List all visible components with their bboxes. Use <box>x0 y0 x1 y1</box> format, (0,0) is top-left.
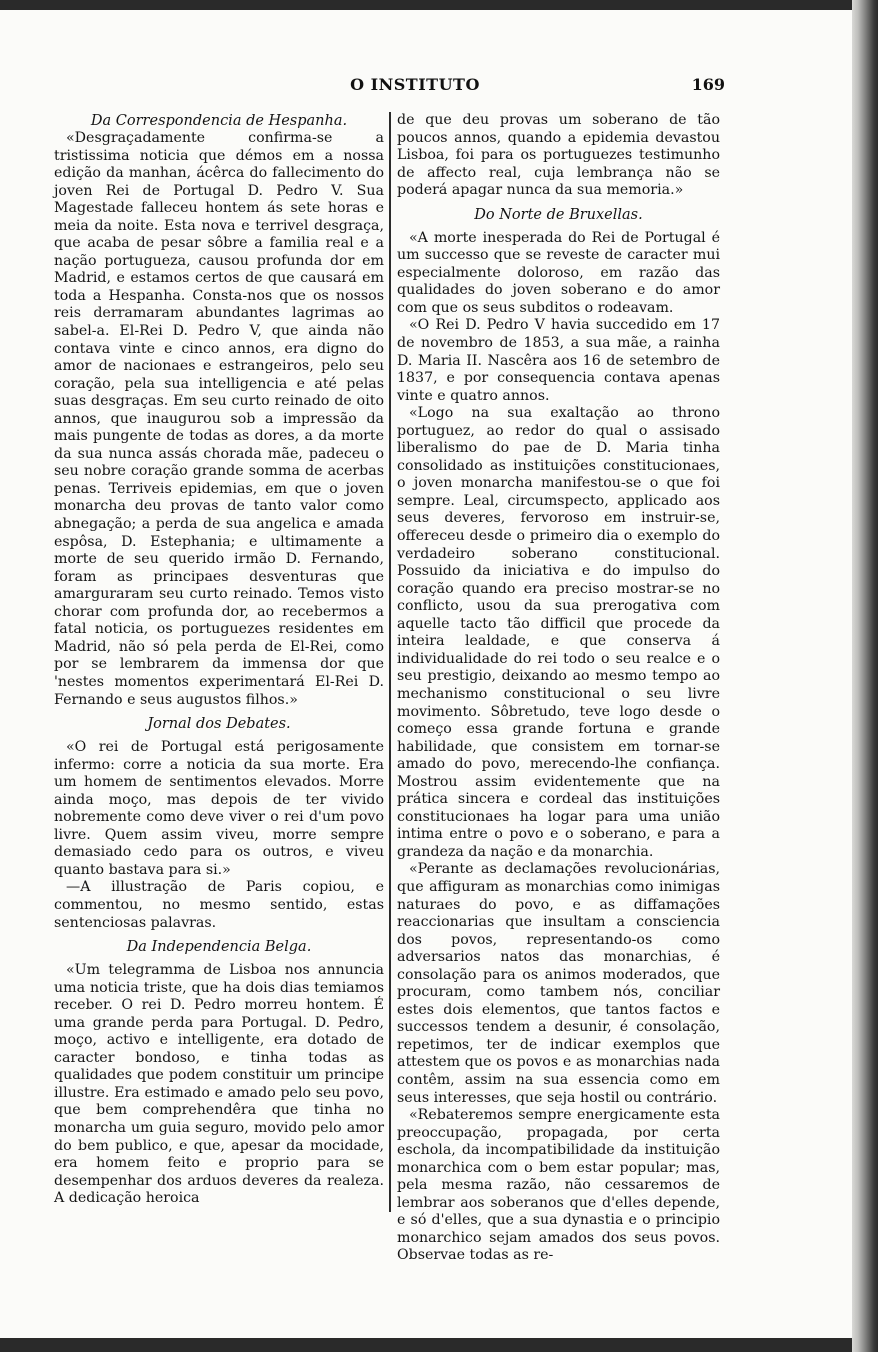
section-heading: Jornal dos Debates. <box>147 716 291 733</box>
paragraph-continuation: de que deu provas um soberano de tão poucos annos, quando a epidemia devastou Lisboa, foi para os portuguezes testimunho de affecto real, cuja lembrança não se poderá apagar nunca da sua memoria.» <box>397 112 720 199</box>
left-column <box>54 112 384 1208</box>
paragraph: «Rebateremos sempre energicamente esta preoccupação, propagada, por certa eschola, da incompatibilidade da instituição monarchica com o bem estar popular; mas, pela mesma razão, não cessaremos de lembrar aos soberanos que d'elles depende, e só d'elles, que a sua dynastia e o principio monarchico sejam amados dos seus povos. Observae todas as re- <box>397 1107 720 1264</box>
paragraph: «A morte inesperada do Rei de Portugal é um successo que se reveste de caracter mui especialmente doloroso, em razão das qualidades do joven soberano e do amor com que os seus subditos o rodeavam. <box>397 229 720 316</box>
running-header <box>105 75 725 99</box>
section-heading: Do Norte de Bruxellas. <box>474 206 643 223</box>
right-column <box>397 112 720 1265</box>
paragraph: «Desgraçadamente confirma-se a tristissima noticia que démos em a nossa edição da manhan, ácêrca do fallecimento do joven Rei de Portugal D. Pedro V. Sua Magestade falleceu hontem ás sete horas e meia da noite. Esta nova e terrivel desgraça, que acaba de pesar sôbre a familia real e a nação portugueza, causou profunda dor em Madrid, e estamos certos de que causará em toda a Hespanha. Consta-nos que os nossos reis derramaram abundantes lagrimas ao sabel-a. El-Rei D. Pedro V, que ainda não contava vinte e cinco annos, era digno do amor de nacionaes e estrangeiros, pelo seu coração, pela sua intelligencia e até pelas suas desgraças. Em seu curto reinado de oito annos, que inaugurou sob a impressão da mais pungente de todas as dores, a da morte da sua nunca assás chorada mãe, padeceu o seu nobre coração grande somma de acerbas penas. Terriveis epidemias, em que o joven monarcha deu provas de tanto valor como abnegação; a perda de sua angelica e amada espôsa, D. Estephania; e ultimamente a morte de seu querido irmão D. Fernando, foram as principaes desventuras que amarguraram seu curto reinado. Temos visto chorar com profunda dor, ao recebermos a fatal noticia, os portuguezes residentes em Madrid, não só pela perda de El-Rei, como por se lembrarem da immensa dor que 'nestes momentos experimentará El-Rei D. Fernando e seus augustos filhos.» <box>54 130 384 708</box>
paragraph: «Perante as declamações revolucionárias, que affiguram as monarchias como inimigas naturaes do povo, e as diffamações reaccionarias que insultam a consciencia dos povos, representando-os como adversarios natos das monarchias, é consolação para os animos moderados, que procuram, como tambem nós, conciliar estes dois elementos, que tantos factos e successos tendem a desunir, é consolação, repetimos, ter de indicar exemplos que attestem que os povos e as monarchias nada contêm, assim na sua essencia como em seus interesses, que seja hostil ou contrário. <box>397 861 720 1106</box>
paragraph: «O rei de Portugal está perigosamente infermo: corre a noticia da sua morte. Era um homem de sentimentos elevados. Morre ainda moço, mas depois de ter vivido nobremente como deve viver o rei d'um povo livre. Quem assim viveu, morre sempre demasiado cedo para os outros, e viveu quanto bastava para si.» <box>54 739 384 878</box>
section-heading: Da Correspondencia de Hespanha. <box>90 113 348 129</box>
column-rule <box>389 112 391 1212</box>
paragraph: «Um telegramma de Lisboa nos annuncia uma noticia triste, que ha dois dias temiamos receber. O rei D. Pedro morreu hontem. É uma grande perda para Portugal. D. Pedro, moço, activo e intelligente, era dotado de caracter bondoso, e tinha todas as qualidades que podem constituir um principe illustre. Era estimado e amado pelo seu povo, que bem comprehendêra que tinha no monarcha um guia seguro, movido pelo amor do bem publico, e que, apesar da mocidade, era homem feito e proprio para se desempenhar dos arduos deveres da realeza. A dedicação heroica <box>54 962 384 1207</box>
journal-title: O INSTITUTO <box>350 75 480 94</box>
page-edge <box>852 0 878 1352</box>
section-heading: Da Independencia Belga. <box>126 939 312 956</box>
paragraph: «Logo na sua exaltação ao throno portuguez, ao redor do qual o assisado liberalismo do pae de D. Maria tinha consolidado as instituições constitucionaes, o joven monarcha manifestou-se o que foi sempre. Leal, circumspecto, applicado aos seus deveres, fervoroso em instruir-se, offereceu desde o primeiro dia o exemplo do verdadeiro soberano constitucional. Possuido da iniciativa e do impulso do coração quando era preciso mostrar-se no conflicto, usou da sua prerogativa com aquelle tacto tão difficil que procede da inteira lealdade, e que conserva á individualidade do rei todo o seu realce e o seu prestigio, deixando ao mesmo tempo ao mechanismo constitucional o seu livre movimento. Sôbretudo, teve logo desde o começo essa grande fortuna e grande habilidade, que consistem em tornar-se amado do povo, merecendo-lhe confiança. Mostrou assim evidentemente que na prática sincera e cordeal das instituições constitucionaes ha logar para uma união intima entre o povo e o soberano, e para a grandeza da nação e da monarchia. <box>397 405 720 860</box>
paragraph: «O Rei D. Pedro V havia succedido em 17 de novembro de 1853, a sua mãe, a rainha D. Maria II. Nascêra aos 16 de setembro de 1837, e por consequencia contava apenas vinte e quatro annos. <box>397 317 720 404</box>
paragraph: —A illustração de Paris copiou, e commentou, no mesmo sentido, estas sentenciosas palavras. <box>54 879 384 931</box>
page-number: 169 <box>691 75 725 94</box>
